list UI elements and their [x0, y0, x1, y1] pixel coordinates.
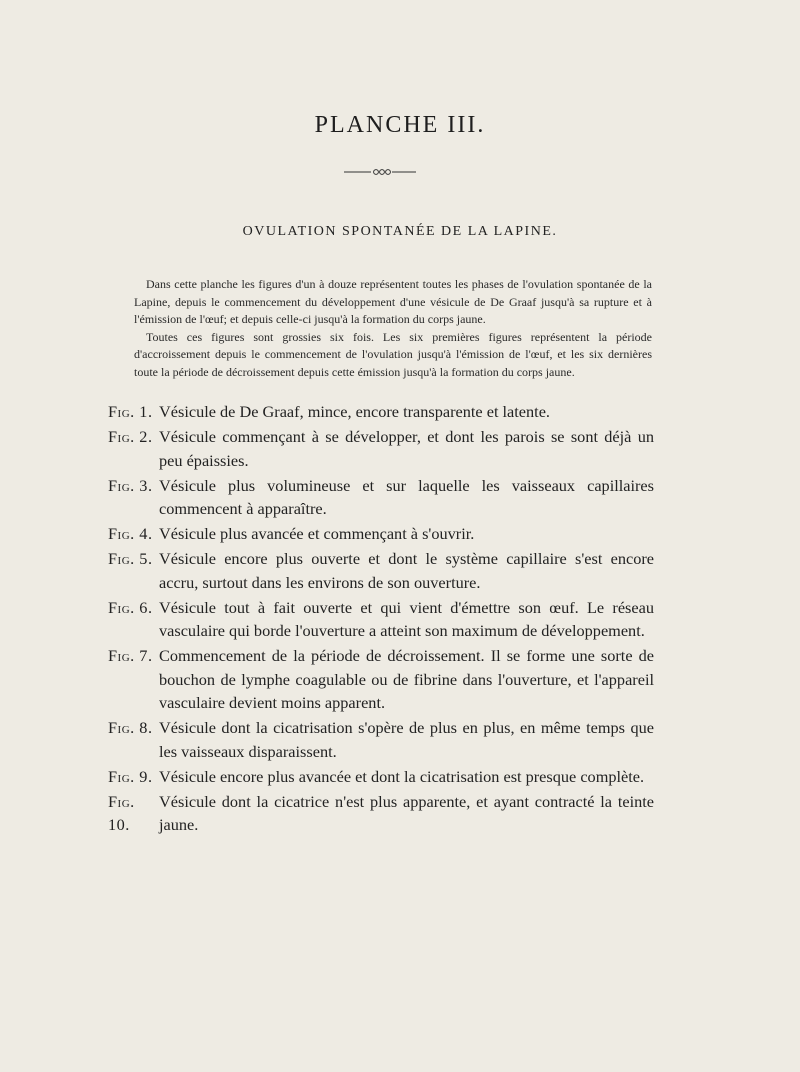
figure-description: Commencement de la période de décroissement. Il se forme une sorte de bouchon de lymphe coagulable ou de fibrine dans l'ouverture, et l'appareil vasculaire devient moins apparent.	[159, 646, 654, 712]
figure-entry	[108, 790, 654, 837]
figure-label: Fig. 10.	[108, 791, 135, 834]
figure-label: Fig. 6.	[108, 597, 153, 617]
figure-entry	[108, 425, 654, 472]
figure-entry	[108, 547, 654, 594]
figure-entry	[108, 522, 654, 546]
figure-list	[108, 400, 654, 838]
figure-description: Vésicule dont la cicatrisation s'opère de plus en plus, en même temps que les vaisseaux disparaissent.	[159, 718, 654, 761]
figure-label: Fig. 3.	[108, 475, 153, 495]
page-title: PLANCHE III.	[314, 112, 486, 138]
figure-label: Fig. 5.	[108, 549, 153, 568]
figure-entry	[108, 644, 654, 715]
figure-description: Vésicule dont la cicatrice n'est plus apparente, et ayant contracté la teinte jaune.	[159, 791, 654, 834]
section-subtitle: OVULATION SPONTANÉE DE LA LAPINE.	[242, 224, 558, 239]
figure-entry	[108, 474, 654, 521]
figure-label: Fig. 4.	[108, 524, 153, 543]
figure-label: Fig. 9.	[108, 766, 153, 786]
intro-text	[134, 276, 652, 382]
figure-entry	[108, 596, 654, 643]
intro-paragraph: Toutes ces figures sont grossies six fois. Les six premières figures représentent la période d'accroissement depuis le commencement de l'ovulation jusqu'à l'émission de l'œuf, et les six dernières toute la période de décroissement depuis cette émission jusqu'à la formation du corps jaune.	[134, 329, 652, 379]
figure-description: Vésicule plus avancée et commençant à s'ouvrir.	[159, 524, 475, 543]
ornament-divider	[340, 166, 420, 178]
figure-description: Vésicule encore plus ouverte et dont le système capillaire s'est encore accru, surtout dans les environs de son ouverture.	[159, 549, 654, 592]
figure-description: Vésicule plus volumineuse et sur laquelle les vaisseaux capillaires commencent à apparaître.	[159, 475, 654, 518]
intro-paragraph: Dans cette planche les figures d'un à douze représentent toutes les phases de l'ovulation spontanée de la Lapine, depuis le commencement du développement d'une vésicule de De Graaf jusqu'à sa rupture et à l'émission de l'œuf; et depuis celle-ci jusqu'à la formation du corps jaune.	[134, 277, 652, 327]
figure-description: Vésicule de De Graaf, mince, encore transparente et latente.	[159, 402, 550, 421]
figure-entry	[108, 400, 654, 424]
figure-description: Vésicule tout à fait ouverte et qui vient d'émettre son œuf. Le réseau vasculaire qui borde l'ouverture a atteint son maximum de développement.	[159, 597, 654, 640]
figure-label: Fig. 7.	[108, 646, 153, 665]
figure-label: Fig. 8.	[108, 718, 153, 737]
figure-description: Vésicule encore plus avancée et dont la cicatrisation est presque complète.	[159, 766, 645, 786]
figure-label: Fig. 2.	[108, 427, 153, 446]
figure-entry	[108, 765, 654, 789]
figure-entry	[108, 716, 654, 763]
figure-label: Fig. 1.	[108, 402, 153, 421]
figure-description: Vésicule commençant à se développer, et dont les parois se sont déjà un peu épaissies.	[159, 427, 654, 470]
